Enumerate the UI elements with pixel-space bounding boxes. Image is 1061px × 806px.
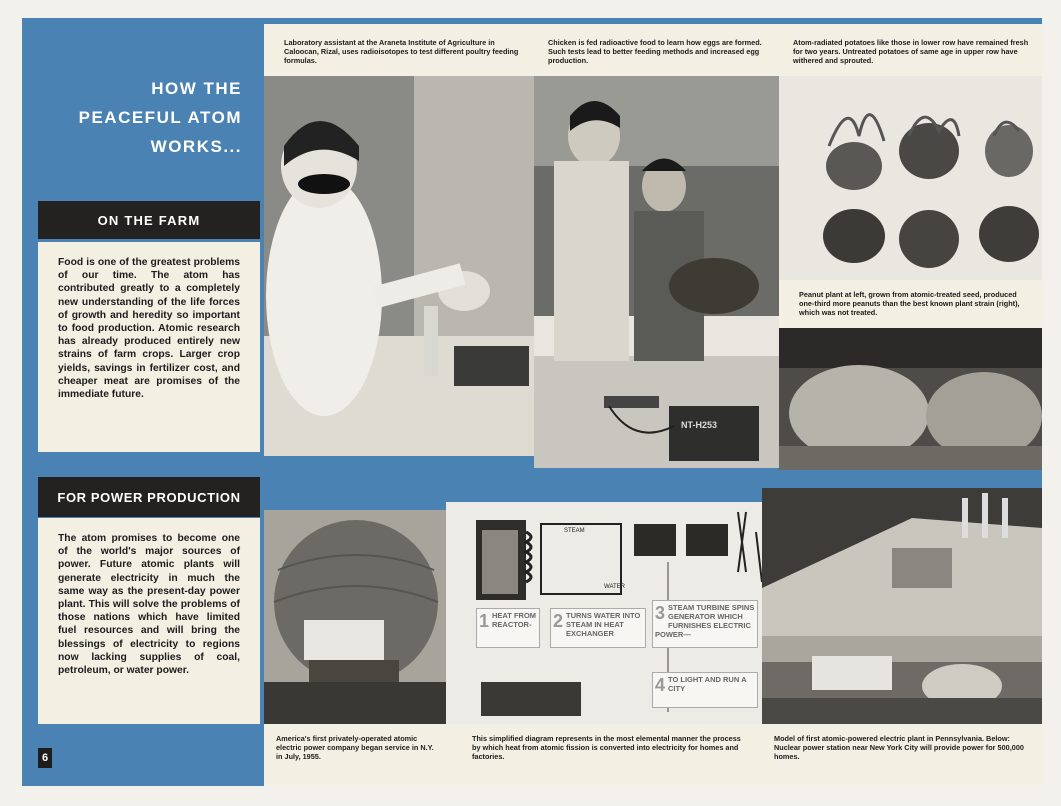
diagram-step-3 [652,600,758,648]
caption-lab: Laboratory assistant at the Araneta Institute of Agriculture in Caloocan, Rizal, uses radioisotopes to test different poultry feeding formulas. [264,24,534,76]
caption-potatoes: Atom-radiated potatoes like those in lower row have remained fresh for two years. Untreated potatoes of same age in upper row have withered and sprouted. [779,24,1042,76]
power-body-text: The atom promises to become one of the world's major sources of power. Future atomic plants will generate electricity in much the same way as the present-day power plant. This will solve the problems of those nations which have limited fuel resources and will bring the blessings of electricity to regions now lacking supplies of coal, petroleum, or water power. [38,518,260,724]
farm-heading: ON THE FARM [38,201,260,239]
power-process-diagram [446,502,762,724]
diagram-step-1 [476,608,540,648]
step-4-number: 4 [655,675,666,695]
battery-label: NT-H253 [681,420,718,430]
step-1-number: 1 [479,611,490,631]
step-2-text: TURNS WATER INTO STEAM IN HEAT EXCHANGER [566,611,641,638]
diagram-step-4 [652,672,758,708]
step-2-number: 2 [553,611,564,631]
model-plant-photo [762,488,1042,636]
page-title [62,74,242,161]
title-line-3: WORKS... [150,137,242,156]
chicken-feeding-photo [534,76,779,468]
water-label: WATER [604,584,625,590]
title-line-2: PEACEFUL ATOM [78,108,242,127]
caption-diagram: This simplified diagram represents in the most elemental manner the process by which heat from atomic fission is converted into electricity for homes and factories. [454,724,762,786]
nuclear-station-photo [762,636,1042,724]
page-number: 6 [38,748,52,768]
caption-chicken: Chicken is fed radioactive food to learn how eggs are formed. Such tests lead to better feeding methods and increased egg production. [534,24,779,76]
power-heading: FOR POWER PRODUCTION [38,477,260,517]
diagram-step-2 [550,608,646,648]
lab-assistant-photo [264,76,534,456]
caption-peanut: Peanut plant at left, grown from atomic-treated seed, produced one-third more peanuts than the best known plant strain (right), which was not treated. [779,280,1042,328]
potatoes-photo [779,76,1042,280]
caption-america: America's first privately-operated atomic electric power company began service in N.Y. in July, 1955. [264,724,454,786]
farm-body-text: Food is one of the greatest problems of our time. The atom has contributed greatly to a completely new understanding of the life forces of growth and heredity so important to food production. Atomic research has already produced entirely new strains of farm crops. Larger crop yields, savings in fertilizer cost, and cheaper meat are promises of the immediate future. [38,242,260,452]
peanut-plants-photo [779,328,1042,470]
title-line-1: HOW THE [151,79,242,98]
step-1-text: HEAT FROM REACTOR- [492,611,537,629]
caption-model: Model of first atomic-powered electric plant in Pennsylvania. Below: Nuclear power station near New York City will provide power for 500,000 homes. [762,724,1042,786]
power-company-photo [264,510,446,724]
step-3-text: STEAM TURBINE SPINS GENERATOR WHICH FURNISHES ELECTRIC POWER— [655,603,755,639]
steam-label: STEAM [564,528,585,534]
brochure-page [22,18,1042,786]
step-3-number: 3 [655,603,666,623]
step-4-text: TO LIGHT AND RUN A CITY [668,675,747,693]
